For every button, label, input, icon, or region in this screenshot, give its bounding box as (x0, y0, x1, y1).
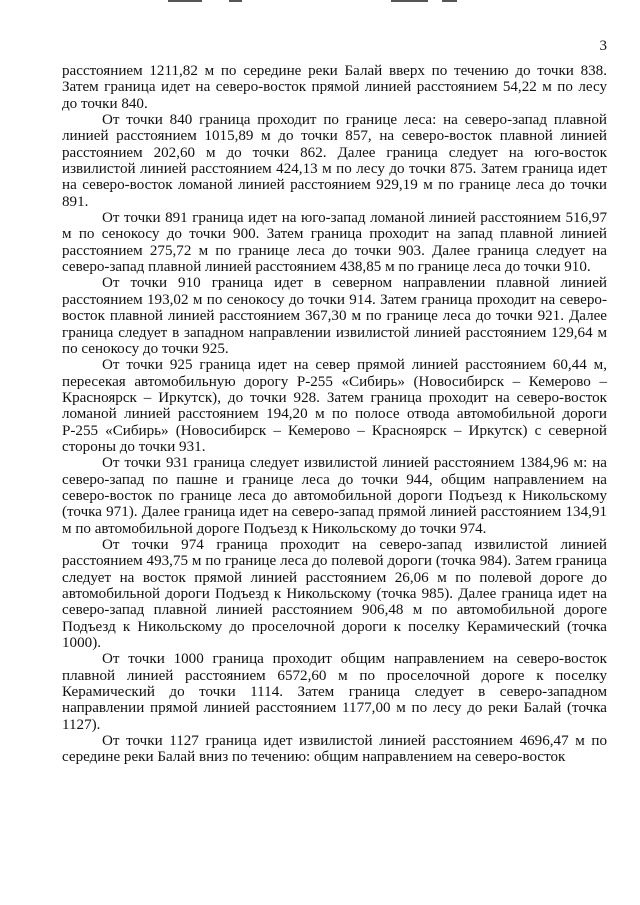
document-body (62, 63, 607, 766)
scan-mark (168, 0, 202, 2)
paragraph-point-974: От точки 974 граница проходит на северо-запад извилистой линией расстоянием 493,75 м по границе леса до полевой дороги (точка 984). Затем граница следует на восток прямой линией расстоянием 26,06 м по полевой дороге до автомобильной дороги Подъезд к Никольскому (точка 985). Далее граница идет на северо-запад плавной линией расстоянием 906,48 м по автомобильной дороге Подъезд к Никольскому до проселочной дороги к поселку Керамический (точка 1000). (62, 536, 607, 652)
scan-mark (442, 0, 457, 2)
scan-mark (391, 0, 428, 2)
paragraph-point-1127: От точки 1127 граница идет извилистой линией расстоянием 4696,47 м по середине реки Балай вниз по течению: общим направлением на северо-восток (62, 733, 607, 766)
paragraph-point-840: От точки 840 граница проходит по границе леса: на северо-запад плавной линией расстоянием 1015,89 м до точки 857, на северо-восток плавной линией расстоянием 202,60 м до точки 862. Далее граница следует на юго-восток извилистой линией расстоянием 424,13 м по лесу до точки 875. Затем граница идет на северо-восток ломаной линией расстоянием 929,19 м по границе леса до точки 891. (62, 112, 607, 210)
page-number: 3 (599, 38, 607, 54)
scan-mark (229, 0, 242, 2)
paragraph-point-910: От точки 910 граница идет в северном направлении плавной линией расстоянием 193,02 м по сенокосу до точки 914. Затем граница проходит на северо-восток плавной линией расстоянием 367,30 м по границе леса до точки 921. Далее граница следует в западном направлении извилистой линией расстоянием 129,64 м по сенокосу до точки 925. (62, 275, 607, 357)
paragraph-point-925: От точки 925 граница идет на север прямой линией расстоянием 60,44 м, пересекая автомобильную дорогу Р-255 «Сибирь» (Новосибирск – Кемерово – Красноярск – Иркутск), до точки 928. Затем граница проходит на северо-восток ломаной линией расстоянием 194,20 м по полосе отвода автомобильной дороги Р-255 «Сибирь» (Новосибирск – Кемерово – Красноярск – Иркутск) с северной стороны до точки 931. (62, 357, 607, 455)
paragraph-point-931: От точки 931 граница следует извилистой линией расстоянием 1384,96 м: на северо-запад по пашне и границе леса до точки 944, общим направлением на северо-восток по границе леса до автомобильной дороги Подъезд к Никольскому (точка 971). Далее граница идет на северо-запад прямой линией расстоянием 134,91 м по автомобильной дороге Подъезд к Никольскому до точки 974. (62, 455, 607, 537)
scan-top-edge-marks (0, 0, 640, 6)
paragraph-continuation: расстоянием 1211,82 м по середине реки Балай вверх по течению до точки 838. Затем граница идет на северо-восток прямой линией расстоянием 54,22 м по лесу до точки 840. (62, 63, 607, 112)
paragraph-point-891: От точки 891 граница идет на юго-запад ломаной линией расстоянием 516,97 м по сенокосу до точки 900. Затем граница проходит на запад плавной линией расстоянием 275,72 м по границе леса до точки 903. Далее граница следует на северо-запад плавной линией расстоянием 438,85 м по границе леса до точки 910. (62, 210, 607, 276)
paragraph-point-1000: От точки 1000 граница проходит общим направлением на северо-восток плавной линией расстоянием 6572,60 м по проселочной дороге к поселку Керамический до точки 1114. Затем граница следует в северо-западном направлении прямой линией расстоянием 1177,00 м по лесу до реки Балай (точка 1127). (62, 651, 607, 733)
